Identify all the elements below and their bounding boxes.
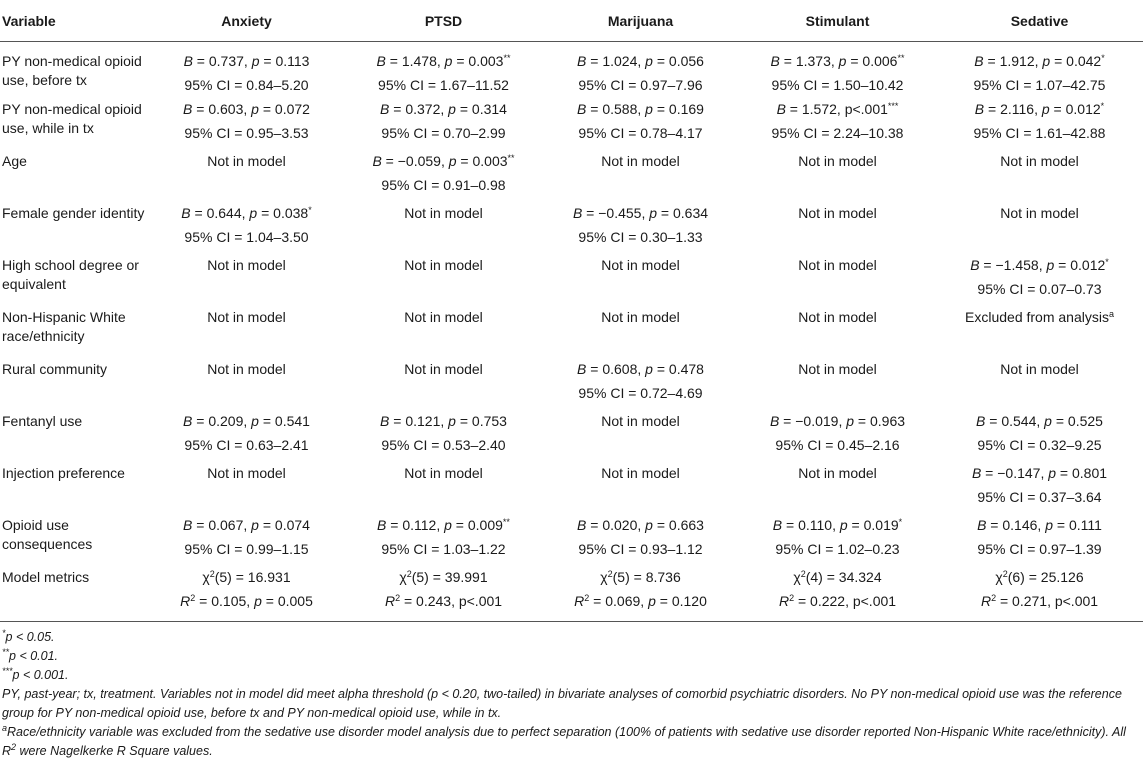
cell-confidence-interval: 95% CI = 0.78–4.17: [578, 125, 703, 141]
cell-confidence-interval: 95% CI = 0.63–2.41: [184, 437, 309, 453]
cell-marijuana: [542, 149, 739, 201]
cell-anxiety: [148, 513, 345, 565]
cell-estimate: $\chi^2(4) = 34.324$: [793, 569, 882, 585]
cell-ptsd: [345, 357, 542, 409]
cell-ptsd: [345, 409, 542, 461]
cell-estimate: B = 2.116, p = 0.012*: [974, 101, 1105, 117]
cell-sedative: [936, 357, 1143, 409]
cell-estimate: $\chi^2(6) = 25.126$: [995, 569, 1084, 585]
cell-confidence-interval: 95% CI = 1.61–42.88: [973, 125, 1106, 141]
table-row: [0, 513, 1143, 565]
table-row: [0, 305, 1143, 357]
cell-estimate: B = 0.020, p = 0.663: [577, 517, 704, 533]
header-ptsd: PTSD: [345, 0, 542, 42]
cell-confidence-interval: 95% CI = 0.93–1.12: [578, 541, 703, 557]
table-row: [0, 409, 1143, 461]
cell-anxiety: [148, 201, 345, 253]
row-variable-label: Female gender identity: [2, 205, 145, 221]
row-variable-label: Injection preference: [2, 465, 125, 481]
table-footnotes: [0, 628, 1143, 761]
cell-anxiety: [148, 357, 345, 409]
row-variable-label: PY non-medical opioid use, while in tx: [2, 101, 142, 136]
footnote-abbreviations: PY, past-year; tx, treatment. Variables not in model did meet alpha threshold (p < 0.20, two-tailed) in bivariate analyses of comorbid psychiatric disorders. No PY non-medical opioid use was the reference group for PY non-medical opioid use, before tx and PY non-medical opioid use, while in tx.: [2, 687, 1122, 720]
cell-sedative: [936, 461, 1143, 513]
cell-stimulant: [739, 253, 936, 305]
cell-confidence-interval: $R^2 = 0.271$, p<.001: [980, 593, 1099, 609]
cell-stimulant: [739, 305, 936, 357]
cell-estimate: Excluded from analysis$^a$: [965, 309, 1114, 325]
cell-estimate: Not in model: [404, 205, 483, 221]
row-variable-label: Non-Hispanic White race/ethnicity: [2, 309, 126, 344]
row-variable-label: Opioid use consequences: [2, 517, 93, 552]
cell-stimulant: [739, 513, 936, 565]
cell-estimate: Not in model: [207, 309, 286, 325]
cell-estimate: Not in model: [207, 465, 286, 481]
cell-confidence-interval: 95% CI = 0.70–2.99: [381, 125, 506, 141]
cell-anxiety: [148, 461, 345, 513]
cell-estimate: B = 0.588, p = 0.169: [577, 101, 704, 117]
header-variable: Variable: [0, 0, 148, 42]
cell-estimate: B = 1.373, p = 0.006**: [770, 53, 905, 69]
cell-stimulant: [739, 149, 936, 201]
cell-ptsd: [345, 149, 542, 201]
cell-estimate: B = −1.458, p = 0.012*: [970, 257, 1109, 273]
footnote-sig-001: ***p < 0.001.: [2, 666, 69, 682]
row-variable-label: Rural community: [2, 361, 108, 377]
cell-estimate: Not in model: [601, 309, 680, 325]
cell-confidence-interval: 95% CI = 1.50–10.42: [771, 77, 904, 93]
cell-confidence-interval: $R^2 = 0.243$, p<.001: [384, 593, 503, 609]
cell-sedative: [936, 305, 1143, 357]
cell-estimate: Not in model: [798, 205, 877, 221]
cell-estimate: B = 1.912, p = 0.042*: [974, 53, 1105, 69]
cell-stimulant: [739, 97, 936, 149]
cell-estimate: Not in model: [601, 413, 680, 429]
cell-stimulant: [739, 201, 936, 253]
cell-estimate: Not in model: [798, 465, 877, 481]
cell-ptsd: [345, 461, 542, 513]
table-row: [0, 357, 1143, 409]
cell-estimate: $\chi^2(5) = 8.736$: [600, 569, 681, 585]
cell-ptsd: [345, 97, 542, 149]
cell-stimulant: [739, 357, 936, 409]
cell-estimate: B = 1.572, p<.001***: [776, 101, 899, 117]
cell-estimate: Not in model: [207, 153, 286, 169]
cell-confidence-interval: 95% CI = 1.07–42.75: [973, 77, 1106, 93]
cell-confidence-interval: 95% CI = 0.91–0.98: [381, 177, 506, 193]
header-row: [0, 0, 1143, 42]
cell-estimate: $\chi^2(5) = 39.991$: [399, 569, 488, 585]
header-anxiety: Anxiety: [148, 0, 345, 42]
cell-estimate: Not in model: [601, 257, 680, 273]
cell-estimate: Not in model: [798, 257, 877, 273]
cell-confidence-interval: 95% CI = 0.53–2.40: [381, 437, 506, 453]
header-marijuana: Marijuana: [542, 0, 739, 42]
table-row: [0, 42, 1143, 98]
cell-confidence-interval: $R^2 = 0.105$, p = 0.005: [180, 593, 313, 609]
row-variable-label: Fentanyl use: [2, 413, 83, 429]
cell-estimate: Not in model: [798, 309, 877, 325]
footnote-a-exclusion: $^a$Race/ethnicity variable was excluded from the sedative use disorder model analysis due to perfect separation (100% of patients with sedative use disorder reported Non-Hispanic White race/ethnicity). All $R^2$ were Nagelkerke R Square values.: [2, 723, 1126, 758]
cell-marijuana: [542, 461, 739, 513]
cell-confidence-interval: $R^2 = 0.222$, p<.001: [778, 593, 897, 609]
cell-estimate: $\chi^2(5) = 16.931$: [202, 569, 291, 585]
cell-estimate: B = 0.209, p = 0.541: [183, 413, 310, 429]
cell-estimate: Not in model: [1000, 153, 1079, 169]
cell-estimate: B = −0.019, p = 0.963: [769, 413, 906, 429]
cell-estimate: Not in model: [601, 153, 680, 169]
table-row: [0, 565, 1143, 622]
cell-confidence-interval: 95% CI = 0.72–4.69: [578, 385, 703, 401]
cell-marijuana: [542, 201, 739, 253]
cell-confidence-interval: 95% CI = 2.24–10.38: [771, 125, 904, 141]
cell-marijuana: [542, 305, 739, 357]
cell-estimate: B = 0.067, p = 0.074: [183, 517, 310, 533]
row-variable-label: High school degree or equivalent: [2, 257, 139, 292]
cell-sedative: [936, 201, 1143, 253]
cell-estimate: Not in model: [404, 309, 483, 325]
cell-confidence-interval: 95% CI = 0.84–5.20: [184, 77, 309, 93]
table-row: [0, 201, 1143, 253]
cell-stimulant: [739, 461, 936, 513]
cell-sedative: [936, 513, 1143, 565]
cell-marijuana: [542, 409, 739, 461]
cell-estimate: B = −0.455, p = 0.634: [572, 205, 709, 221]
cell-estimate: B = −0.147, p = 0.801: [971, 465, 1108, 481]
cell-stimulant: [739, 409, 936, 461]
cell-estimate: Not in model: [404, 257, 483, 273]
cell-confidence-interval: 95% CI = 0.99–1.15: [184, 541, 309, 557]
header-sedative: Sedative: [936, 0, 1143, 42]
cell-stimulant: [739, 565, 936, 622]
cell-sedative: [936, 253, 1143, 305]
cell-confidence-interval: 95% CI = 0.97–1.39: [977, 541, 1102, 557]
cell-sedative: [936, 409, 1143, 461]
cell-anxiety: [148, 409, 345, 461]
cell-confidence-interval: 95% CI = 1.04–3.50: [184, 229, 309, 245]
cell-anxiety: [148, 305, 345, 357]
cell-confidence-interval: 95% CI = 0.32–9.25: [977, 437, 1102, 453]
cell-estimate: Not in model: [1000, 205, 1079, 221]
cell-estimate: B = 1.024, p = 0.056: [577, 53, 704, 69]
cell-confidence-interval: 95% CI = 0.97–7.96: [578, 77, 703, 93]
cell-confidence-interval: $R^2 = 0.069$, p = 0.120: [574, 593, 707, 609]
cell-sedative: [936, 97, 1143, 149]
cell-confidence-interval: 95% CI = 1.02–0.23: [775, 541, 900, 557]
footnote-sig-05: *p < 0.05.: [2, 628, 55, 644]
cell-estimate: B = 0.644, p = 0.038*: [181, 205, 312, 221]
cell-ptsd: [345, 305, 542, 357]
cell-marijuana: [542, 357, 739, 409]
cell-confidence-interval: 95% CI = 0.07–0.73: [977, 281, 1102, 297]
row-variable-label: Age: [2, 153, 27, 169]
cell-estimate: Not in model: [1000, 361, 1079, 377]
cell-ptsd: [345, 42, 542, 98]
cell-estimate: Not in model: [601, 465, 680, 481]
cell-estimate: B = 0.110, p = 0.019*: [772, 517, 903, 533]
cell-marijuana: [542, 42, 739, 98]
cell-estimate: B = 0.112, p = 0.009**: [377, 517, 510, 533]
cell-anxiety: [148, 97, 345, 149]
header-stimulant: Stimulant: [739, 0, 936, 42]
cell-estimate: B = 0.146, p = 0.111: [977, 517, 1102, 533]
cell-estimate: B = 1.478, p = 0.003**: [376, 53, 511, 69]
footnote-sig-01: **p < 0.01.: [2, 647, 59, 663]
row-variable-label: PY non-medical opioid use, before tx: [2, 53, 142, 88]
cell-estimate: Not in model: [207, 257, 286, 273]
cell-confidence-interval: 95% CI = 0.45–2.16: [775, 437, 900, 453]
cell-marijuana: [542, 253, 739, 305]
cell-estimate: B = 0.121, p = 0.753: [380, 413, 507, 429]
table-row: [0, 253, 1143, 305]
cell-anxiety: [148, 565, 345, 622]
cell-ptsd: [345, 201, 542, 253]
cell-anxiety: [148, 149, 345, 201]
cell-estimate: Not in model: [798, 361, 877, 377]
cell-estimate: Not in model: [798, 153, 877, 169]
table-row: [0, 149, 1143, 201]
cell-confidence-interval: 95% CI = 0.37–3.64: [977, 489, 1102, 505]
cell-confidence-interval: 95% CI = 1.03–1.22: [381, 541, 506, 557]
cell-estimate: B = 0.737, p = 0.113: [183, 53, 310, 69]
cell-estimate: B = −0.059, p = 0.003**: [372, 153, 515, 169]
cell-sedative: [936, 149, 1143, 201]
cell-anxiety: [148, 42, 345, 98]
cell-estimate: B = 0.544, p = 0.525: [976, 413, 1103, 429]
cell-ptsd: [345, 513, 542, 565]
cell-confidence-interval: 95% CI = 0.95–3.53: [184, 125, 309, 141]
cell-marijuana: [542, 513, 739, 565]
cell-ptsd: [345, 565, 542, 622]
row-variable-label: Model metrics: [0, 565, 148, 622]
cell-estimate: Not in model: [207, 361, 286, 377]
cell-estimate: B = 0.608, p = 0.478: [577, 361, 704, 377]
cell-estimate: B = 0.372, p = 0.314: [380, 101, 507, 117]
cell-confidence-interval: 95% CI = 0.30–1.33: [578, 229, 703, 245]
cell-estimate: Not in model: [404, 361, 483, 377]
cell-estimate: B = 0.603, p = 0.072: [183, 101, 310, 117]
cell-sedative: [936, 565, 1143, 622]
cell-marijuana: [542, 565, 739, 622]
cell-sedative: [936, 42, 1143, 98]
cell-stimulant: [739, 42, 936, 98]
cell-anxiety: [148, 253, 345, 305]
cell-confidence-interval: 95% CI = 1.67–11.52: [378, 77, 509, 93]
table-row: [0, 461, 1143, 513]
table-row: [0, 97, 1143, 149]
cell-marijuana: [542, 97, 739, 149]
cell-estimate: Not in model: [404, 465, 483, 481]
cell-ptsd: [345, 253, 542, 305]
